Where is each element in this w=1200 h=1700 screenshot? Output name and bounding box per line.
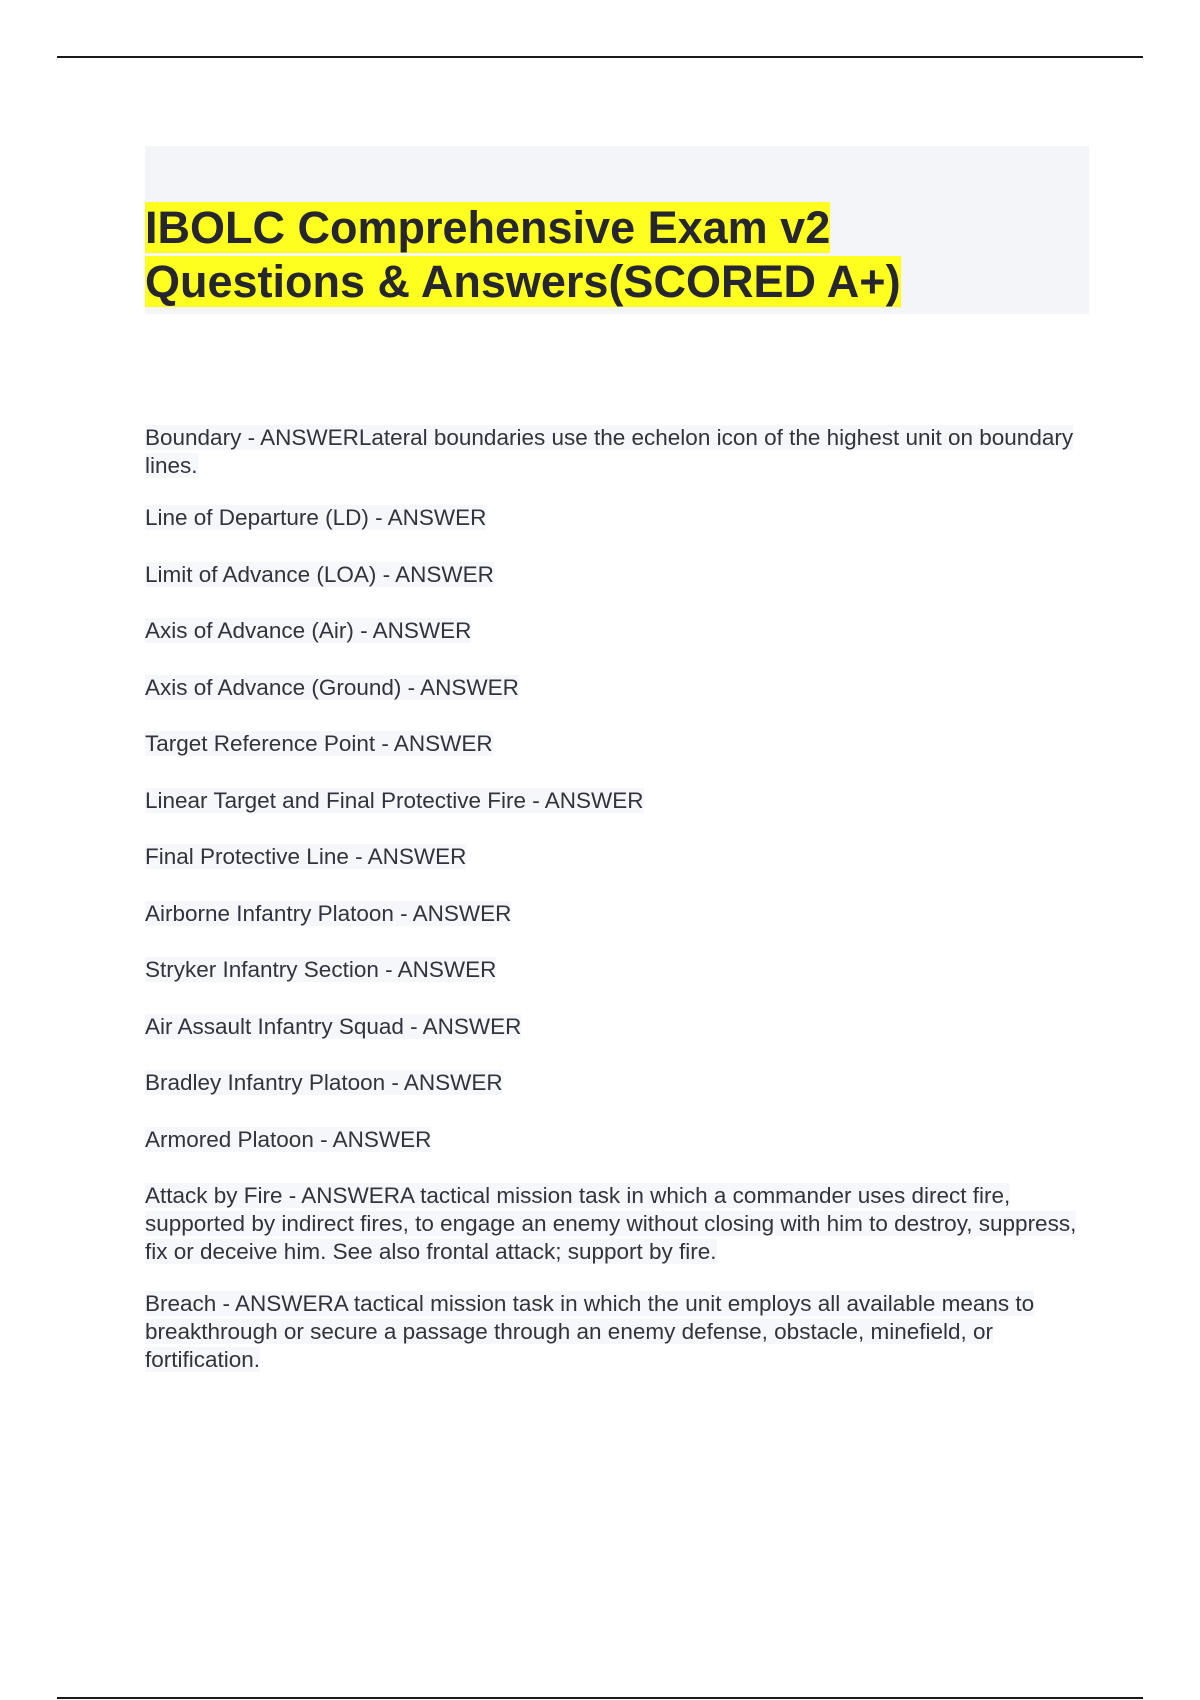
qa-entry-boundary: Boundary - ANSWERLateral boundaries use the echelon icon of the highest unit on boundary lines. bbox=[145, 425, 1074, 478]
qa-entry-attack-by-fire: Attack by Fire - ANSWERA tactical mission task in which a commander uses direct fire, supported by indirect fires, to engage an enemy without closing with him to destroy, suppress, fix or deceive him. See also frontal attack; support by fire. bbox=[145, 1183, 1077, 1264]
bottom-rule bbox=[57, 1697, 1143, 1699]
qa-entry-target-reference-point: Target Reference Point - ANSWER bbox=[145, 731, 493, 756]
qa-entry-armored-platoon: Armored Platoon - ANSWER bbox=[145, 1126, 432, 1152]
qa-entry-axis-of-advance-ground: Axis of Advance (Ground) - ANSWER bbox=[145, 674, 519, 700]
title-line-1: IBOLC Comprehensive Exam v2 bbox=[145, 202, 831, 253]
top-rule bbox=[57, 56, 1143, 58]
qa-entry-breach: Breach - ANSWERA tactical mission task in which the unit employs all available means to breakthrough or secure a passage through an enemy defense, obstacle, minefield, or fortification. bbox=[145, 1291, 1035, 1372]
qa-entry-linear-target: Linear Target and Final Protective Fire - ANSWER bbox=[145, 787, 644, 813]
qa-entry-final-protective-line: Final Protective Line - ANSWER bbox=[145, 844, 467, 869]
qa-entry-air-assault-infantry-squad: Air Assault Infantry Squad - ANSWER bbox=[145, 1013, 522, 1039]
qa-list bbox=[145, 424, 1085, 1398]
qa-entry-airborne-infantry-platoon: Airborne Infantry Platoon - ANSWER bbox=[145, 900, 512, 926]
qa-entry-limit-of-advance: Limit of Advance (LOA) - ANSWER bbox=[145, 561, 494, 587]
qa-entry-line-of-departure: Line of Departure (LD) - ANSWER bbox=[145, 505, 487, 530]
qa-entry-axis-of-advance-air: Axis of Advance (Air) - ANSWER bbox=[145, 618, 472, 643]
qa-entry-stryker-infantry-section: Stryker Infantry Section - ANSWER bbox=[145, 957, 497, 982]
qa-entry-bradley-infantry-platoon: Bradley Infantry Platoon - ANSWER bbox=[145, 1070, 503, 1095]
document-title bbox=[145, 201, 901, 309]
title-line-2: Questions & Answers(SCORED A+) bbox=[145, 256, 901, 307]
